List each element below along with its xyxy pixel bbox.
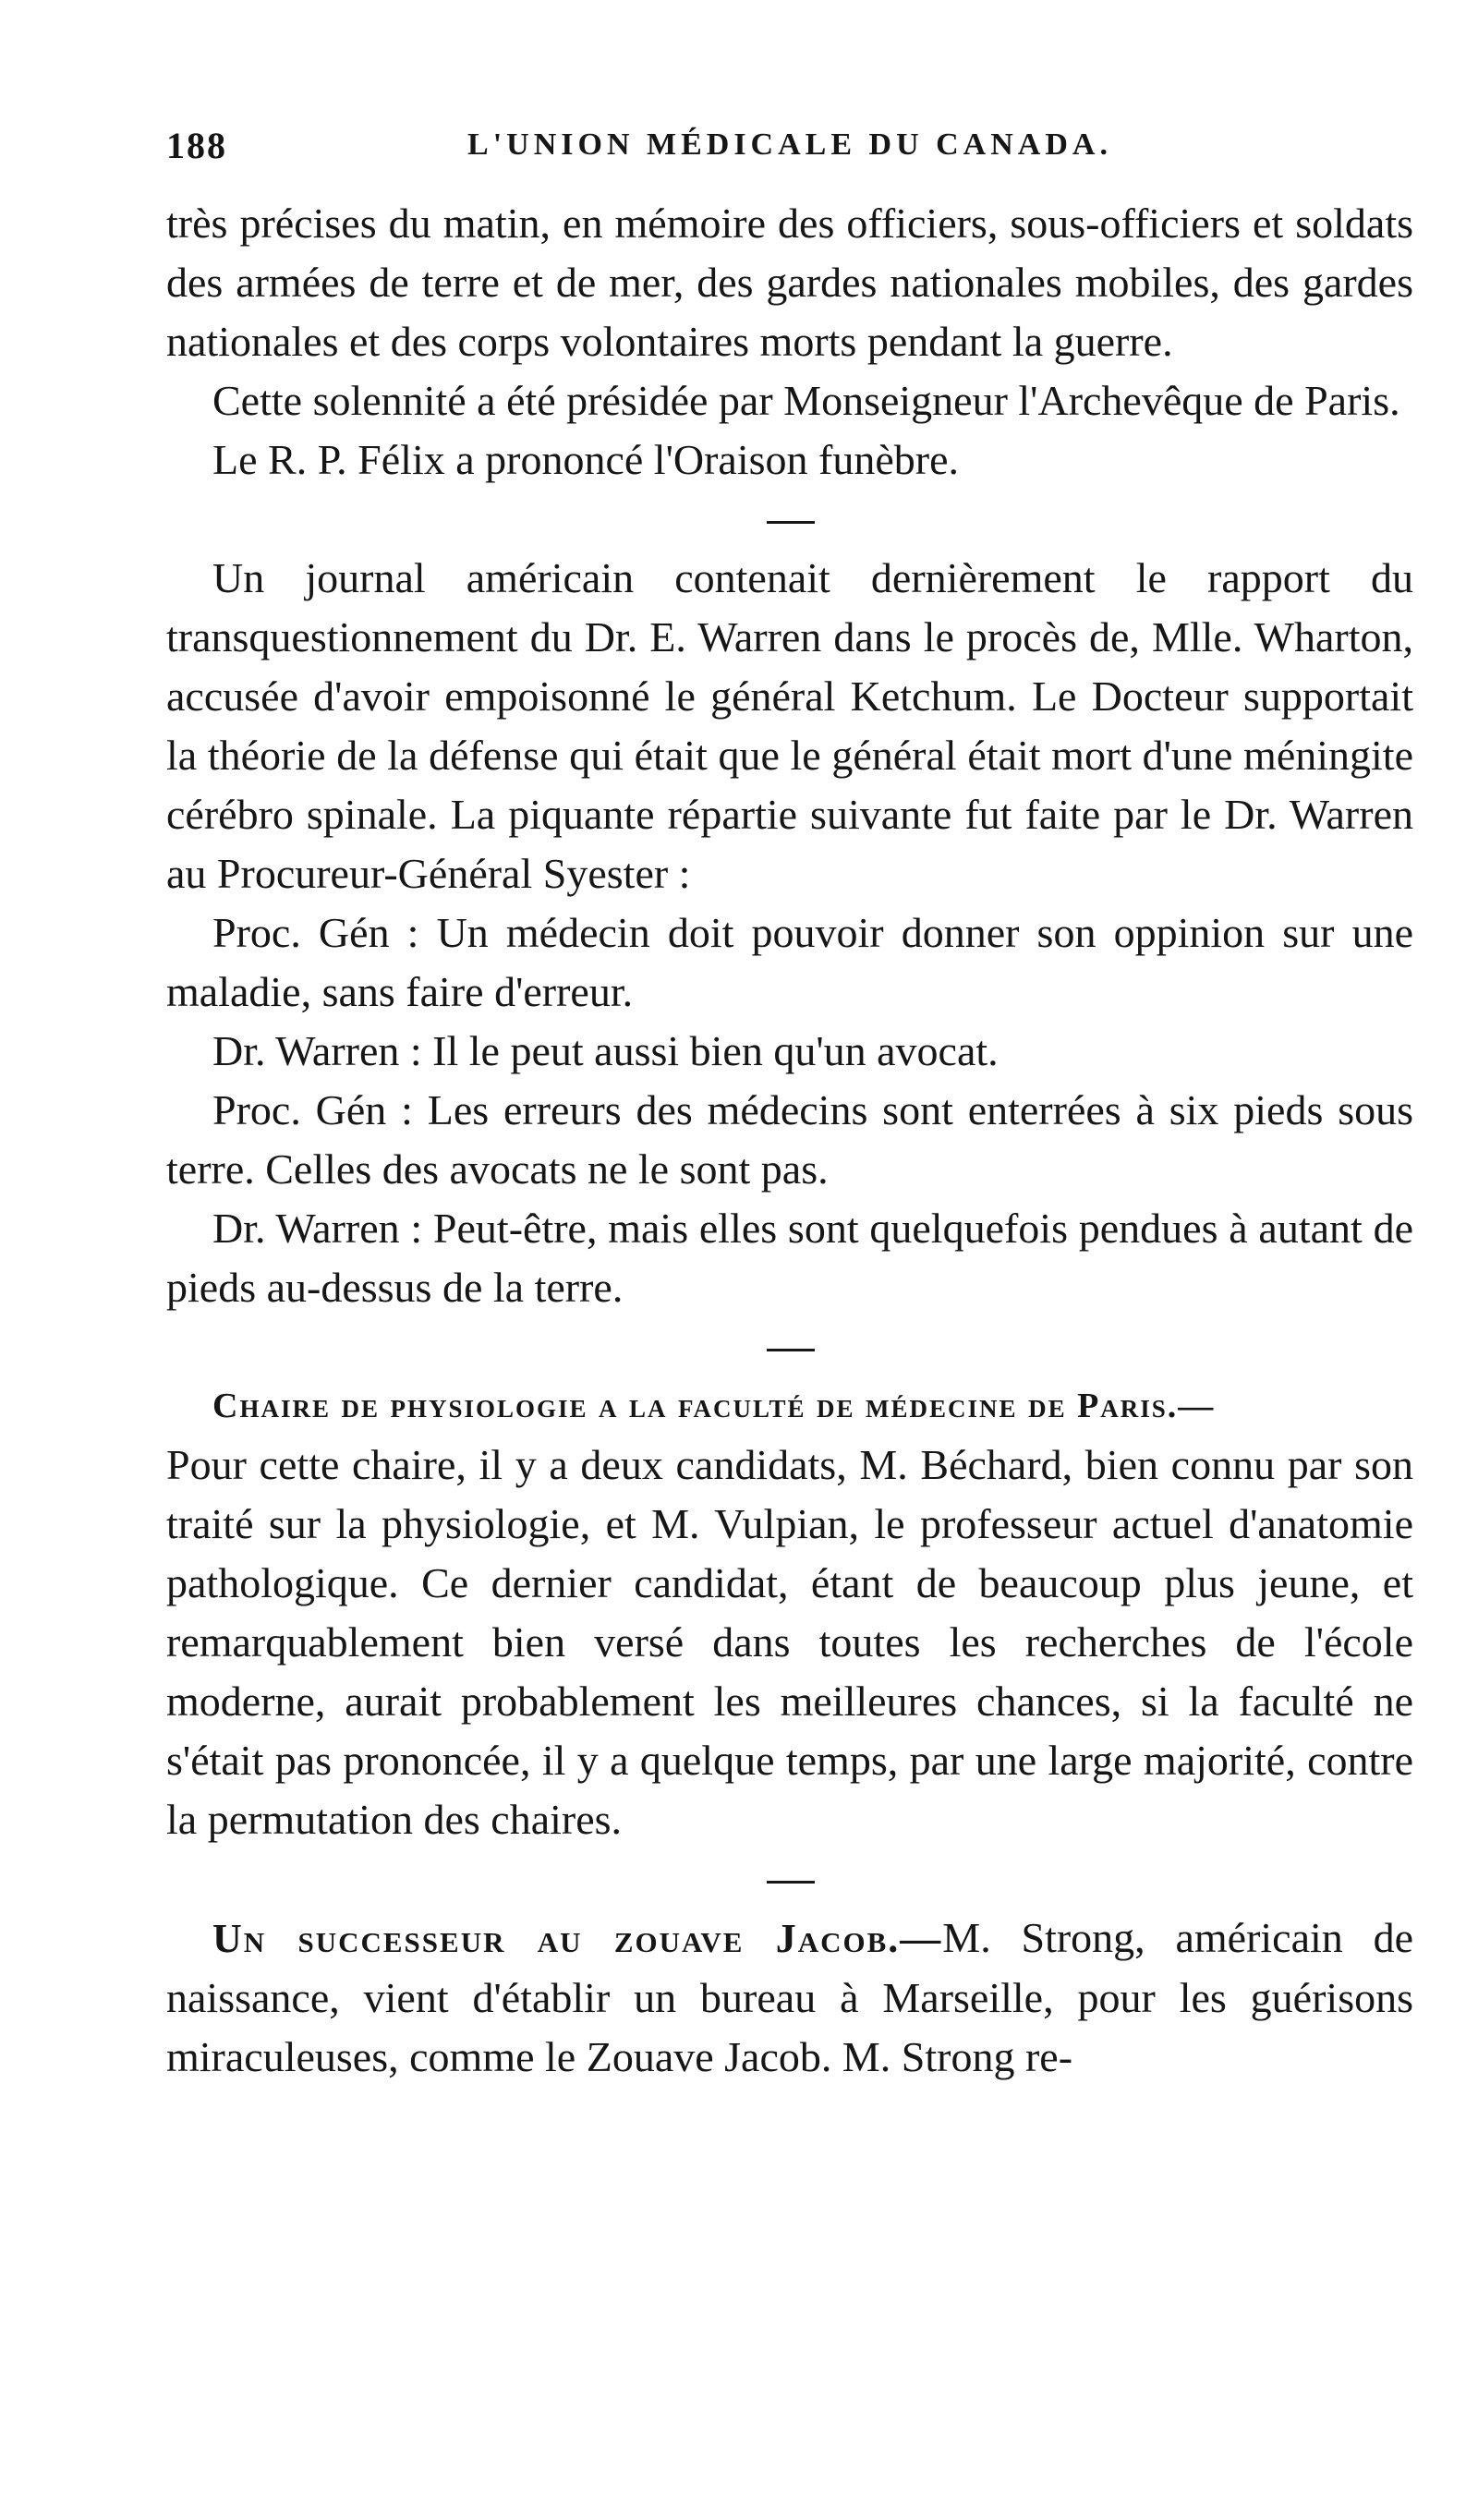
successeur-heading-text: Un successeur au zouave Jacob.— [212,1916,943,1961]
page-content [166,194,1413,2087]
document-page [166,102,1413,2087]
section-heading-chaire [166,1376,1413,1436]
page-header [166,102,1413,176]
page-number: 188 [166,125,227,166]
section-separator [166,490,1413,549]
paragraph-ceremony-continued: très précises du matin, en mémoire des officiers, sous-officiers et soldats des armées de terre et de mer, des gardes nationales mobiles, des gardes nationales et des corps volontaires morts pendant la guerre. [166,200,1413,365]
paragraph-archbishop: Cette solennité a été présidée par Monseigneur l'Archevêque de Paris. [212,377,1400,424]
section-separator [166,1317,1413,1376]
chaire-heading-text: Chaire de physiologie a la faculté de médecine de Paris.— [212,1387,1216,1425]
paragraph-oraison: Le R. P. Félix a prononcé l'Oraison funèbre. [212,436,959,483]
paragraph-dialogue-4: Dr. Warren : Peut-être, mais elles sont quelquefois pendues à autant de pieds au-dessus de la terre. [166,1205,1413,1311]
paragraph-chaire-body: Pour cette chaire, il y a deux candidats, M. Béchard, bien connu par son traité sur la physiologie, et M. Vulpian, le professeur actuel d'anatomie pathologique. Ce dernier candidat, étant de beaucoup plus jeune, et remarquablement bien versé dans toutes les recherches de l'école moderne, aurait probablement les meilleures chances, si la faculté ne s'était pas prononcée, il y a quelque temps, par une large majorité, contre la permutation des chaires. [166,1441,1413,1843]
section-separator [166,1849,1413,1908]
paragraph-dialogue-1: Proc. Gén : Un médecin doit pouvoir donner son oppinion sur une maladie, sans faire d'erreur. [166,909,1413,1015]
paragraph-successeur [166,1908,1413,2087]
paragraph-warren-trial: Un journal américain contenait dernièrement le rapport du transquestionnement du Dr. E. Warren dans le procès de, Mlle. Wharton, accusée d'avoir empoisonné le général Ketchum. Le Docteur supportait la théorie de la défense qui était que le général était mort d'une méningite cérébro spinale. La piquante répartie suivante fut faite par le Dr. Warren au Procureur-Général Syester : [166,554,1413,897]
successeur-body-text: M. Strong, américain de naissance, vient d'établir un bureau à Marseille, pour les guérisons miraculeuses, comme le Zouave Jacob. M. Strong re- [166,1914,1413,2080]
paragraph-dialogue-3: Proc. Gén : Les erreurs des médecins sont enterrées à six pieds sous terre. Celles des avocats ne le sont pas. [166,1086,1413,1193]
paragraph-dialogue-2: Dr. Warren : Il le peut aussi bien qu'un avocat. [212,1027,999,1074]
running-title: L'UNION MÉDICALE DU CANADA. [467,127,1112,162]
